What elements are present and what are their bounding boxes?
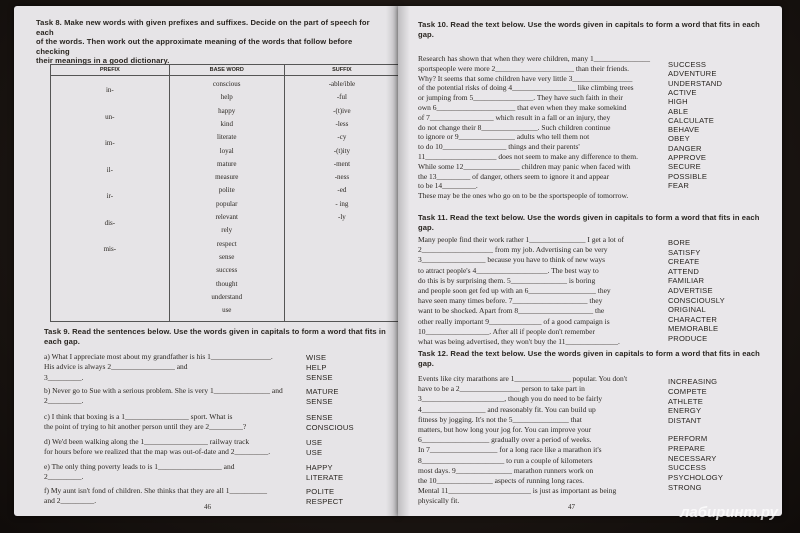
table-body-row [51, 76, 399, 322]
task8-title [36, 18, 386, 66]
text-line: 10_________________. After all if people don't remember [418, 326, 595, 336]
capital-word: USE [306, 438, 323, 447]
text-line: other really important 9______________ of a good campaign is [418, 316, 610, 326]
page-number-left: 46 [204, 503, 211, 511]
text-line: Events like city marathons are 1_______________ popular. You don't [418, 374, 628, 383]
text-line: most days. 9_______________ marathon runners work on [418, 465, 594, 475]
base-word-column [170, 76, 284, 321]
capital-word: SECURE [668, 162, 701, 172]
prefix-cell: un- [105, 112, 115, 121]
suffix-cell: -cy [337, 133, 347, 142]
capital-word: CONSCIOUSLY [668, 295, 725, 305]
capital-word: MEMORABLE [668, 324, 719, 334]
sentence-line: 3_________. [44, 373, 84, 382]
suffix-cell: -ly [338, 213, 346, 221]
task9-title-line: Task 9. Read the sentences below. Use the words given in capitals to form a word that fits in [44, 327, 386, 336]
capital-word: PSYCHOLOGY [668, 473, 724, 483]
capital-word: ENERGY [668, 406, 702, 416]
text-line: of the potential risks of doing 4_________________ like climbing trees [418, 83, 634, 93]
capital-word: NECESSARY [668, 453, 717, 463]
page-number-right: 47 [568, 503, 575, 511]
suffix-cell: -less [335, 119, 349, 128]
capital-word: OBEY [668, 134, 690, 144]
text-line: to do 10_________________ things and their parents' [418, 142, 580, 152]
capital-word: UNDERSTAND [668, 78, 723, 88]
text-line: matters, but how long your jog for. You can improve your [418, 425, 592, 434]
text-line: fitness by jogging. It's not the 5_______________ that [418, 414, 582, 424]
right-page [398, 6, 782, 516]
task12-title-line: gap. [418, 358, 435, 368]
text-line: While some 12_______________ children may panic when faced with [418, 161, 631, 171]
text-line: to attract people's 4___________________. The best way to [418, 265, 599, 275]
text-line: the 10_______________ aspects of running long races. [418, 476, 585, 485]
task9-title [44, 327, 394, 346]
prefix-cell: im- [104, 139, 115, 147]
capital-word: ADVENTURE [668, 69, 717, 79]
text-line: These may be the ones who go on to be the sportspeople of tomorrow. [418, 191, 629, 201]
base-word-cell: relevant [215, 213, 238, 221]
prefix-cell: mis- [103, 245, 117, 253]
header-prefix: PREFIX [51, 65, 170, 76]
capital-word: CALCULATE [668, 115, 714, 125]
text-line: own 6_____________________ that even when they make somekind [418, 103, 627, 112]
task9-title-line: each gap. [44, 336, 80, 346]
capital-word: STRONG [668, 483, 702, 492]
text-line: to ignore or 9_______________ adults who tell them not [418, 132, 590, 142]
task8-title-line: Task 8. Make new words with given prefixes and suffixes. Decide on the part of speech for each [36, 18, 370, 37]
text-line: 3_________________ because you have to think of new ways [418, 255, 606, 265]
capital-word: CHARACTER [668, 314, 718, 324]
capital-word: DISTANT [668, 416, 702, 426]
task11-title-line: Task 11. Read the text below. Use the words given in capitals to form a word that fits in each [418, 213, 760, 222]
text-line: 11___________________ does not seem to make any difference to them. [418, 152, 638, 161]
capital-word: SENSE [306, 413, 333, 422]
base-word-cell: polite [218, 186, 235, 195]
capital-word: POLITE [306, 487, 335, 496]
suffix-cell: -ful [336, 93, 347, 102]
text-line: 8______________________ to run a couple of kilometers [418, 455, 593, 465]
text-line: Why? It seems that some children have very little 3________________ [418, 73, 633, 83]
capital-word: WISE [306, 353, 327, 362]
prefix-suffix-table [50, 64, 398, 322]
capital-word: RESPECT [306, 497, 344, 506]
text-line: 4_________________ and reasonably fit. You can build up [418, 404, 596, 414]
capital-word: FAMILIAR [668, 276, 705, 286]
sentence-line: a) What I appreciate most about my grandfather is his 1________________. [44, 352, 273, 361]
capital-word: DANGER [668, 143, 702, 153]
header-base-word: BASE WORD [169, 65, 284, 76]
task8-title-line: their meanings in a good dictionary. [36, 56, 170, 65]
text-line: physically fit. [418, 496, 460, 506]
base-word-cell: use [222, 306, 232, 315]
base-word-cell: conscious [212, 80, 241, 88]
capital-word: ATTEND [668, 266, 700, 276]
capital-word: APPROVE [668, 153, 707, 162]
base-word-cell: rely [221, 226, 233, 235]
capital-word: COMPETE [668, 386, 707, 396]
text-line: do this is by surprising them. 5_______________ is boring [418, 275, 596, 285]
capital-word: SATISFY [668, 247, 701, 257]
sentence-line: 2_________. [44, 396, 84, 405]
text-line: 3______________________, though you do need to be fairly [418, 394, 603, 404]
text-line: and people soon get fed up with an 6__________________ they [418, 286, 611, 295]
text-line: do not change their 8_______________. Such children continue [418, 122, 611, 132]
suffix-cell: -(t)ity [333, 146, 351, 155]
prefix-cell: in- [105, 86, 114, 94]
sentence-line: d) We'd been walking along the 1_________________ railway track [44, 437, 250, 446]
base-word-cell: popular [216, 199, 238, 208]
sentence-line: the point of trying to hit another person until they are 2_________? [44, 422, 247, 431]
capital-word: SENSE [306, 397, 333, 406]
base-word-cell: help [220, 93, 233, 102]
text-line: the 13_________ of danger, others seem to ignore it and appear [418, 171, 610, 181]
base-word-cell: measure [215, 173, 239, 182]
base-word-cell: kind [220, 119, 233, 128]
capital-word: BORE [668, 238, 691, 247]
text-line: Many people find their work rather 1_______________ I get a lot of [418, 235, 624, 244]
prefix-column [51, 76, 169, 321]
text-line: In 7__________________ for a long race like a marathon it's [418, 445, 602, 455]
capital-word: FEAR [668, 180, 690, 190]
text-line: sportspeople were more 2_____________________ than their friends. [418, 63, 629, 73]
capital-word: SENSE [306, 373, 333, 382]
base-word-cell: happy [218, 106, 236, 115]
sentence-line: c) I think that boxing is a 1_________________ sport. What is [44, 412, 233, 421]
sentence-line: and 2_________. [44, 496, 97, 505]
base-word-cell: respect [216, 239, 237, 248]
task12-title [418, 349, 768, 368]
prefix-cell: il- [106, 165, 113, 174]
capital-word: CONSCIOUS [306, 423, 354, 432]
sentence-line: 2_________. [44, 472, 84, 481]
capital-word: SUCCESS [668, 60, 707, 69]
capital-word: ACTIVE [668, 87, 697, 97]
text-line: or jumping from 5________________. They have such faith in their [418, 93, 623, 103]
header-suffix: SUFFIX [284, 65, 398, 76]
capital-word: ABLE [668, 106, 689, 116]
suffix-cell: -able/ible [328, 80, 356, 88]
prefix-cell: ir- [106, 192, 114, 200]
task11-title-line: gap. [418, 222, 435, 232]
suffix-cell: -ment [333, 159, 351, 168]
capital-word: HAPPY [306, 463, 333, 472]
capital-word: SUCCESS [668, 463, 707, 473]
capital-word: ATHLETE [668, 396, 704, 406]
text-line: 6__________________ gradually over a period of weeks. [418, 435, 592, 445]
task8-title-line: of the words. Then work out the approximate meaning of the words that follow before checking [36, 37, 353, 56]
sentence-line: for hours before we realized that the map was out-of-date and 2_________. [44, 447, 271, 456]
base-word-cell: loyal [219, 146, 234, 155]
capital-word: HELP [306, 363, 327, 372]
text-line: 2___________________ from my job. Advertising can be very [418, 245, 608, 255]
suffix-cell: -ed [337, 186, 347, 195]
capital-word: MATURE [306, 387, 339, 396]
capital-word: CREATE [668, 257, 700, 267]
suffix-cell: -ness [334, 173, 350, 182]
sentence-line: f) My aunt isn't fond of children. She thinks that they are all 1__________ [44, 486, 267, 495]
task11-title [418, 213, 768, 232]
table-header-row [51, 65, 399, 76]
capital-word: BEHAVE [668, 125, 700, 135]
base-word-cell: literate [217, 133, 237, 142]
sentence-line: His advice is always 2_________________ and [44, 362, 188, 371]
capital-word: USE [306, 448, 323, 457]
text-line: Research has shown that when they were children, many 1_______________ [418, 54, 651, 63]
capital-word: PREPARE [668, 443, 706, 453]
text-line: of 7_________________ which result in a fall or an injury, they [418, 112, 611, 122]
left-page [14, 6, 398, 516]
base-word-cell: sense [219, 252, 235, 261]
base-word-cell: success [216, 266, 238, 275]
capital-word: PERFORM [668, 434, 708, 443]
suffix-cell: -(t)ive [333, 106, 351, 115]
capital-word: PRODUCE [668, 334, 708, 343]
watermark: лабиринт.ру [680, 504, 778, 521]
base-word-cell: understand [211, 292, 243, 301]
text-line: have to be a 2________________ person to take part in [418, 384, 585, 394]
sentence-line: e) The only thing poverty leads to is 1_________________ and [44, 462, 235, 471]
capital-word: POSSIBLE [668, 171, 708, 181]
task12-title-line: Task 12. Read the text below. Use the words given in capitals to form a word that fits in each [418, 349, 760, 358]
text-line: have seen many times before. 7____________________ they [418, 296, 603, 306]
capital-word: ORIGINAL [668, 305, 706, 315]
text-line: Mental 11______________________ is just as important as being [418, 486, 617, 496]
text-line: what was being advertised, they won't buy the 11______________. [418, 337, 620, 346]
sentence-line: b) Never go to Sue with a serious problem. She is very 1_______________ and [44, 386, 283, 395]
capital-word: LITERATE [306, 473, 344, 482]
suffix-column [285, 76, 398, 321]
task10-title [418, 20, 768, 39]
task10-title-line: Task 10. Read the text below. Use the words given in capitals to form a word that fits in each [418, 20, 760, 29]
capital-word: ADVERTISE [668, 286, 713, 295]
task10-title-line: gap. [418, 29, 435, 39]
base-word-cell: mature [217, 159, 237, 168]
capital-word: INCREASING [668, 377, 718, 386]
capital-word: HIGH [668, 97, 688, 107]
base-word-cell: thought [216, 279, 238, 288]
text-line: to be 14_________. [418, 181, 478, 191]
suffix-cell: - ing [335, 199, 349, 208]
prefix-cell: dis- [104, 218, 116, 227]
text-line: want to be shocked. Apart from 8____________________ the [418, 306, 605, 316]
